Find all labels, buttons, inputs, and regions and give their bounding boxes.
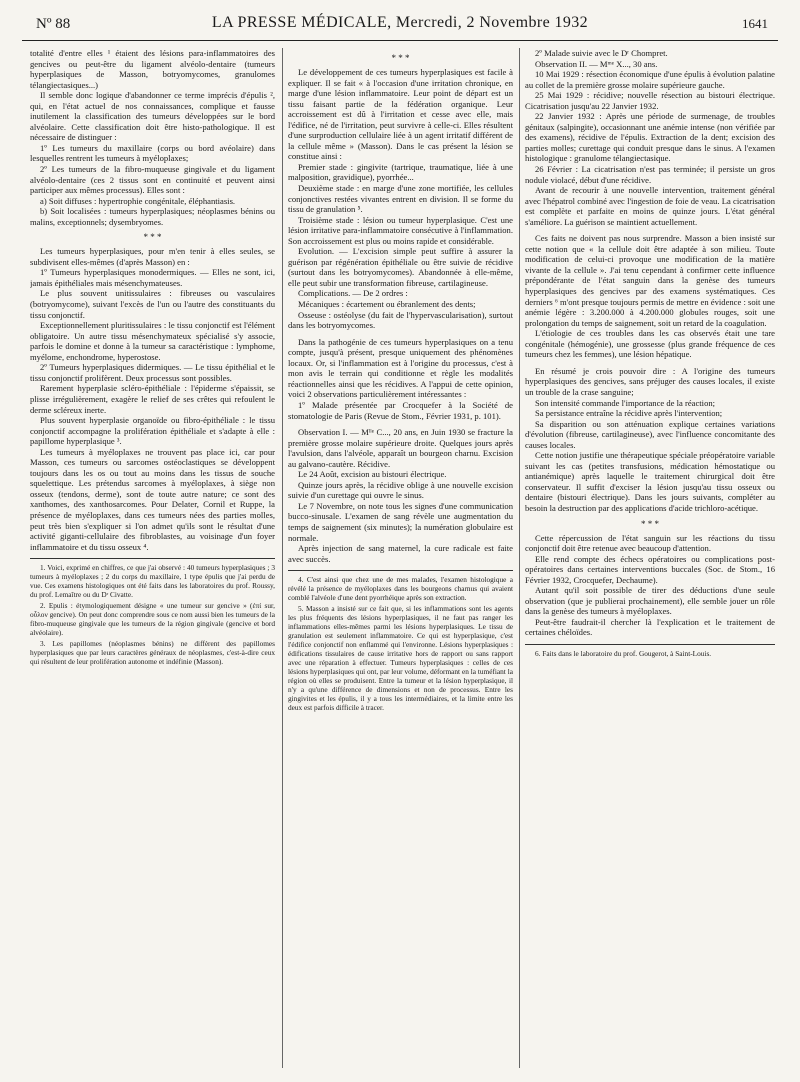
- paragraph: Complications. — De 2 ordres :: [298, 288, 408, 299]
- column-2: [288, 48, 513, 1082]
- paragraph: 2º Les tumeurs de la fibro-muqueuse gingivale et du ligament alvéolo-dentaire (ces 2 tissus sont en continuité et peuvent ainsi participer aux mêmes processus). Elles sont :: [30, 164, 275, 196]
- paragraph: 25 Mai 1929 : récidive; nouvelle résection au bistouri électrique. Cicatrisation jusqu'au 22 Janvier 1932.: [525, 90, 775, 111]
- paragraph: 10 Mai 1929 : résection économique d'une épulis à évolution palatine au collet de la première grosse molaire supérieure gauche.: [525, 69, 775, 90]
- footnote: 6. Faits dans le laboratoire du prof. Gougerot, à Saint-Louis.: [535, 648, 712, 658]
- paragraph: Cette répercussion de l'état sanguin sur les réactions du tissu conjonctif doit être retenue avec beaucoup d'attention.: [525, 532, 775, 554]
- column-3: [525, 48, 775, 1082]
- footnotes: [525, 649, 775, 658]
- paragraph: Après injection de sang maternel, la cure radicale est faite avec succès.: [288, 543, 513, 564]
- paragraph: Ces faits ne doivent pas nous surprendre. Masson a bien insisté sur cette notion que « la cellule doit être adaptée à son milieu. Toute modification de celui-ci provoque une modification de la matière vivante de la cellule ». J'ai tenu cependant à confirmer cette influence prépondérante de l'état sanguin dans la genèse des tumeurs hyperplasiques des gencives par des examens systématiques. Ces derniers ⁶ m'ont presque toujours permis de mettre en évidence : soit une anémie légère : 3.200.000 à 4.200.000 globules rouges, soit une prolongation du temps de saignement, soit un retard de la coagulation.: [525, 233, 775, 328]
- footnote: 3. Les papillomes (néoplasmes bénins) ne diffèrent des papillomes hyperplasiques que par leurs caractères généraux de néoplasmes, c'est-à-dire ceux qui résultent de leur prolifération autonome et indéfinie (Masson).: [30, 639, 275, 667]
- footnote: 5. Masson a insisté sur ce fait que, si les inflammations sont les agents les plus fréquents des lésions hyperplasiques, il ne faut pas ranger les inflammations elles-mêmes parmi les lésions hyperplasiques. Le tissu de granulation est seulement inflammatoire. Ce qui est hyperplasique, c'est l'édifice conjonctif non enflammé qui l'environne. Lésions hyperplasiques : édifications tissulaires de cause irritative hors de rapport ou sans rapport avec une réparation à effectuer. Tumeurs hyperplasiques : celles de ces lésions hyperplasiques qui ont, par leur volume, déformant en la tuméfiant la région où elles se produisent. Entre la tumeur et la lésion hyperplasique, il n'y a qu'une différence de dimensions et non de processus. Entre les gingivites et les épulis, il y a tous les intermédiaires, et la limite entre les deux est parfois difficile à tracer.: [288, 604, 513, 713]
- paragraph: 2º Malade suivie avec le Dʳ Chompret.: [535, 48, 668, 58]
- paragraph: totalité d'entre elles ¹ étaient des lésions para-inflammatoires des gencives ou peut-être du ligament alvéolo-dentaire (tumeurs hyperplasiques de Masson, botryomycomes, granulomes télangiectasiques...): [30, 48, 275, 90]
- paragraph: Sa persistance entraîne la récidive après l'intervention;: [535, 408, 723, 419]
- paragraph: Cette notion justifie une thérapeutique spéciale préopératoire variable suivant les cas (petites transfusions, médication hémostatique ou antianémique) après laquelle le traitement chirurgical doit être conservateur. Il suffit d'exciser la lésion jusqu'au tissu osseux ou dentaire (bistouri électrique). Dans les jours suivants, compléter au besoin la destruction par des applications d'acide trichloro-acétique.: [525, 450, 775, 513]
- journal-title: LA PRESSE MÉDICALE, Mercredi, 2 Novembre 1932: [211, 14, 589, 31]
- paragraph: Autant qu'il soit possible de tirer des déductions d'une seule observation (que je publierai prochainement), elle semble jouer un rôle dans la genèse des tumeurs à myéloplaxes.: [525, 585, 775, 617]
- footnotes: [288, 575, 513, 712]
- paragraph: Quinze jours après, la récidive oblige à une nouvelle excision suivie d'un curettage qui ouvre le sinus.: [288, 479, 513, 501]
- paragraph: 22 Janvier 1932 : Après une période de surmenage, de troubles génitaux (salpingite), occasionnant une anémie intense (non vérifiée par des examens), récidive de l'épulis. Extraction de la dent; excision des parties molles; curettage qui conduit presque dans le sinus. A l'examen histologique : granulome télangiectasique.: [525, 111, 775, 164]
- footnote: 2. Epulis : étymologiquement désigne « une tumeur sur gencive » (ἐπί sur, οὖλον gencive). On peut donc comprendre sous ce nom aussi bien les tumeurs de la fibro-muqueuse gingivale que les tumeurs de la région gingivale (gencive et bord alvéolaire).: [30, 601, 275, 638]
- paragraph: 2º Tumeurs hyperplasiques didermiques. — Le tissu épithélial et le tissu conjonctif prolifèrent. Deux processus sont possibles.: [30, 362, 275, 383]
- footnotes: [30, 563, 275, 666]
- paragraph: 26 Février : La cicatrisation n'est pas terminée; il persiste un gros nodule violacé, début d'une récidive.: [525, 164, 775, 185]
- paragraph: Troisième stade : lésion ou tumeur hyperplasique. C'est une lésion irritative para-inflammatoire consécutive à l'inflammation. Son accroissement est plus ou moins rapide et considérable.: [288, 214, 513, 246]
- page-header: [22, 6, 778, 41]
- paragraph: Premier stade : gingivite (tartrique, traumatique, liée à une malposition, gravidique), pyorrhée...: [288, 161, 513, 183]
- paragraph: Rarement hyperplasie scléro-épithéliale : l'épiderme s'épaissit, se plisse irrégulièrement, exagère le relief de ses crêtes qui refoulent le derme scléreux inerte.: [30, 383, 275, 415]
- paragraph: Peut-être faudrait-il chercher là l'explication et le traitement de certaines chéloïdes.: [525, 616, 775, 638]
- footnote: 1. Voici, exprimé en chiffres, ce que j'ai observé : 40 tumeurs hyperplasiques ; 3 tumeurs à myéloplaxes ; 2 du corps du maxillaire, 1 type épulis que j'ai perdu de vue. Ces examens histologiques ont été faits dans les laboratoires du prof. Roussy, du prof. Lemaître ou du Dʳ Civatte.: [30, 563, 275, 600]
- footnote: 4. C'est ainsi que chez une de mes malades, l'examen histologique a révélé la présence de myéloplaxes dans les bourgeons charnus qui avaient comblé l'alvéole d'une dent pyorrhéique après son extraction.: [288, 575, 513, 603]
- paragraph: Observation II. — Mᵐᵉ X..., 30 ans.: [535, 58, 658, 69]
- paragraph: Plus souvent hyperplasie organoïde ou fibro-épithéliale : le tissu conjonctif accompagne la prolifération épithéliale et s'adapte à elle : papillome hyperplasique ³.: [30, 415, 275, 447]
- paragraph: Le 24 Août, excision au bistouri électrique.: [298, 469, 447, 480]
- column-1: [30, 48, 275, 1082]
- issue-number: Nº 88: [36, 16, 71, 32]
- paragraph: 1º Les tumeurs du maxillaire (corps ou bord avéolaire) dans lesquelles rentrent les tumeurs à myéloplaxes;: [30, 142, 275, 164]
- page-number: 1641: [742, 16, 768, 31]
- paragraph: Elle rend compte des échecs opératoires ou complications post-opératoires dans certaines interventions buccales (Soc. de Stom., 16 Février 1932, Crocquefer, Dechaume).: [525, 553, 775, 585]
- paragraph: Mécaniques : écartement ou ébranlement des dents;: [298, 299, 476, 310]
- paragraph: Son intensité commande l'importance de la réaction;: [535, 397, 716, 408]
- section-separator: * * *: [143, 232, 162, 243]
- column-divider: [519, 48, 520, 1068]
- paragraph: Le développement de ces tumeurs hyperplasiques est facile à expliquer. Il se fait « à l'occasion d'une irritation chronique, en marge d'une lésion inflammatoire. Leur point de départ est un tissu faisant partie de la fédération organique. Leur accroissement est dû à l'irritation et cesse avec elle, mais l'édifice, né de l'irritation, peut survivre à celle-ci. Elles résultent d'une surproduction cellulaire liée à un agent irritatif différent de la cellule même » (Masson). Dans le cas présent la lésion se constitue ainsi :: [288, 67, 513, 162]
- footnote-rule: [30, 558, 275, 559]
- paragraph: Les tumeurs hyperplasiques, pour m'en tenir à elles seules, se subdivisent elles-mêmes (d'après Masson) en :: [30, 246, 275, 267]
- paragraph: L'étiologie de ces troubles dans les cas observés était une tare congénitale (hémogénie), une grossesse (plus grande fréquence de ces tumeurs chez les femmes), une lésion hépatique.: [525, 328, 775, 360]
- paragraph: Le plus souvent unitissulaires : fibreuses ou vasculaires (botryomycome), suivant l'excès de l'un ou l'autre des constituants du tissu conjonctif.: [30, 288, 275, 320]
- paragraph: Avant de recourir à une nouvelle intervention, traitement général avec l'hépatrol combiné avec l'ingestion de foie de veau. La cicatrisation est complète et parfaite en moins de quinze jours. L'état général s'améliore. La guérison se maintient actuellement.: [525, 185, 775, 227]
- paragraph: Le 7 Novembre, on note tous les signes d'une communication bucco-sinusale. L'examen de sang révèle une augmentation du temps de saignement (six minutes); la numération globulaire est normale.: [288, 500, 513, 543]
- paragraph: 1º Malade présentée par Crocquefer à la Société de stomatologie de Paris (Revue de Stom., Février 1931, p. 101).: [288, 399, 513, 421]
- paragraph: Observation I. — Mˡˡᵉ C..., 20 ans, en Juin 1930 se fracture la première grosse molaire supérieure droite. Quelques jours après l'avulsion, dans l'alvéole, apparaît un bourgeon charnu. Excision au galvano-cautère. Récidive.: [288, 427, 513, 469]
- paragraph: Il semble donc logique d'abandonner ce terme imprécis d'épulis ², qui, en l'état actuel de nos connaissances, complique et fausse inutilement la classification des tumeurs développées sur le bord alvéolaire. Cette classification doit être histo-pathologique. Il est nécessaire de distinguer :: [30, 90, 275, 143]
- section-separator: * * *: [391, 53, 410, 63]
- paragraph: b) Soit localisées : tumeurs hyperplasiques; néoplasmes bénins ou malins, exceptionnels; dysembryomes.: [30, 206, 275, 227]
- paragraph: a) Soit diffuses : hypertrophie congénitale, éléphantiasis.: [40, 195, 236, 206]
- footnote-rule: [525, 644, 775, 645]
- column-divider: [282, 48, 283, 1068]
- paragraph: Sa disparition ou son atténuation explique certaines variations d'évolution (fibreuse, cartilagineuse), avec l'influence concomitante des causes locales.: [525, 418, 775, 450]
- paragraph: Les tumeurs à myéloplaxes ne trouvent pas place ici, car pour Masson, ces tumeurs ou sarcomes ostéoclastiques se développent toujours dans les os ou tout au moins dans les tissus de souche squelettique. Les prétendus sarcomes à myéloplaxes, à siège non osseux (tendons, derme), sont de toute autre nature; ce sont des xanthomes, des xanthosarcomes. Pour Delater, Cornil et Ruppe, la présence de myéloplaxes, dans ces tumeurs nées des parties molles, peut très bien s'expliquer si l'on admet qu'ils sont le résultat d'une activité giganti-cellulaire des fibroblastes, au voisinage d'un foyer inflammatoire et du tissu osseux ⁴.: [30, 446, 275, 552]
- paragraph: Osseuse : ostéolyse (du fait de l'hypervascularisation), surtout dans les botryomycomes.: [288, 309, 513, 331]
- paragraph: Exceptionnellement pluritissulaires : le tissu conjonctif est l'élément obligatoire. Un autre tissu mésenchymateux spécialisé s'y associe, parfois le domine et donne à la tumeur sa caractéristique : lymphome, myélome, enchondrome, hyperostose.: [30, 320, 275, 362]
- paragraph: En résumé je crois pouvoir dire : A l'origine des tumeurs hyperplasiques des gencives, sans préjuger des causes locales, il existe un trouble de la crase sanguine;: [525, 365, 775, 397]
- paragraph: Evolution. — L'excision simple peut suffire à assurer la guérison par régénération épithéliale ou être suivie de récidive (surtout dans les botryomycomes). Abandonnée à elle-même, elle peut subir une transformation fibreuse, cartilagineuse.: [288, 246, 513, 288]
- footnote-rule: [288, 570, 513, 571]
- paragraph: Dans la pathogénie de ces tumeurs hyperplasiques on a tenu compte, jusqu'à présent, presque uniquement des phénomènes locaux. Or, si l'inflammation est à l'origine du processus, c'est à mon avis le terrain qui conditionne et règle les modalités réactionnelles ainsi que les récidives. A l'appui de cette opinion, voici 2 observations particulièrement intéressantes :: [288, 336, 513, 400]
- section-separator: * * *: [641, 518, 659, 529]
- paragraph: Deuxième stade : en marge d'une zone mortifiée, les cellules conjonctives restées vivantes entrent en division. Il se forme du tissu de granulation ⁵.: [288, 183, 513, 215]
- paragraph: 1º Tumeurs hyperplasiques monodermiques. — Elles ne sont, ici, jamais épithéliales mais mésenchymateuses.: [30, 267, 275, 288]
